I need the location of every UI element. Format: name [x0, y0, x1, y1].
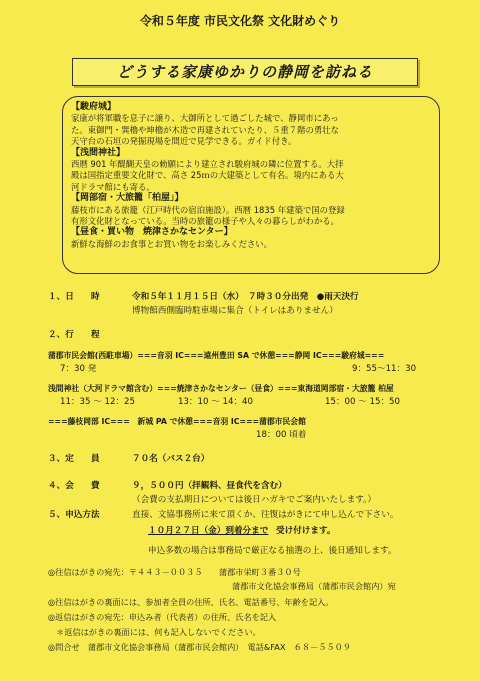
itinerary-label: ２、行 程: [48, 330, 100, 340]
intro-heading-sengen: 【浅間神社】: [71, 147, 126, 158]
apply-method: 直接、文協事務所に来て頂くか、往復はがきにて申し込んで下さい。: [132, 510, 399, 520]
intro-heading-okabe: 【岡部宿・大旅籠「柏屋」】: [71, 193, 184, 204]
intro-line: 有形文化財となっている。当時の旅籠の様子や人々の暮らしがわかる。: [71, 216, 339, 227]
intro-heading-sunpu: 【駿府城】: [71, 102, 117, 112]
itinerary-time: 18：00 頃着: [256, 430, 307, 440]
note-return: ◎返信はがきの宛先：申込み者（代表者）の住所、氏名を記入: [48, 612, 277, 622]
capacity-label: ３、定 員: [48, 454, 100, 464]
itinerary-time: 11：35 ～ 12：25: [60, 397, 135, 407]
capacity-value: ７０名（バス２台）: [132, 454, 210, 464]
intro-line: 藤枝市にある旅籠（江戸時代の宿泊施設）。西暦 1835 年建築で国の登録: [71, 204, 345, 215]
intro-line: 天守台の石垣の発掘現場を間近で見学できる。ガイド付き。: [71, 136, 297, 147]
page-title: どうする家康ゆかりの静岡を訪ねる: [72, 58, 418, 86]
itinerary-time: 7：30 発: [60, 364, 97, 374]
apply-deadline: １０月２７日（金）到着分まで: [148, 526, 269, 536]
intro-line: 新鮮な海鮮のお食事とお買い物をお楽しみください。: [71, 238, 272, 249]
itinerary-time: 9：55～11：30: [352, 364, 417, 374]
intro-line: 家康が将軍職を息子に譲り、大御所として過ごした城で、静岡市にあっ: [71, 113, 339, 124]
intro-line: 西暦 901 年醍醐天皇の勅願により建立され駿府城の隣に位置する。大拝: [71, 159, 344, 170]
event-header: 令和５年度 市民文化祭 文化財めぐり: [139, 14, 341, 28]
itinerary-line-3: ===藤枝岡部 IC=== 新城 PA で休憩===音羽 IC===蒲郡市民会館: [48, 417, 306, 426]
itinerary-line-1: 蒲郡市民会館(西駐車場）===音羽 IC===遠州豊田 SA で休憩===静岡 IC===駿府城===: [48, 351, 385, 360]
date-value: 令和５年１１月１５日（水） ７時３０分出発 ●雨天決行: [132, 292, 359, 302]
intro-box: [62, 96, 440, 274]
apply-label: ５、申込方法: [48, 510, 100, 520]
date-label: １、日 時: [48, 292, 100, 302]
mail-recipient: 蒲郡市文化協会事務局（蒲郡市民会館内）宛: [232, 581, 396, 591]
fee-note: （会費の支払期日については後日ハガキでご案内いたします。）: [132, 495, 377, 505]
itinerary-time: 15：00 ～ 15：50: [325, 397, 400, 407]
itinerary-line-2: 浅間神社（大河ドラマ館含む）===焼津さかなセンター（昼食）===東海道岡部宿・大旅籠 柏屋: [48, 384, 394, 393]
intro-line: 河ドラマ館にも寄る。: [71, 181, 155, 192]
intro-heading-lunch: 【昼食・買い物 焼津さかなセンター】: [71, 227, 233, 238]
lottery-note: 申込多数の場合は事務局で厳正なる抽選の上、後日通知します。: [148, 546, 397, 556]
note-return-back: ＊返信はがきの裏面には、何も記入しないでください。: [56, 627, 261, 637]
meeting-place: 博物館西側臨時駐車場に集合（トイレはありません）: [132, 306, 338, 316]
apply-deadline-suffix: 受け付けます。: [276, 526, 336, 536]
note-outgoing: ◎往信はがきの裏面には、参加者全員の住所、氏名、電話番号、年齢を記入。: [48, 597, 334, 607]
intro-line: た。東御門・巽櫓や坤櫓が木造で再建されていたり、５重７階の勇壮な: [71, 124, 339, 135]
intro-line: 殿は国指定重要文化財で、高さ 25ｍの大建築として有名。境内にある大: [71, 170, 344, 181]
mail-address: ◎往信はがきの宛先：〒４４３－００３５ 蒲郡市栄町３番３０号: [48, 567, 301, 577]
fee-label: ４、会 費: [48, 481, 100, 491]
contact-info: ◎問合せ 蒲郡市文化協会事務局（蒲郡市民会館内） 電話&FAX ６８－５５０９: [48, 642, 351, 652]
itinerary-time: 13：10 ～ 14：40: [178, 397, 253, 407]
fee-value: ９，５００円（拝観料、昼食代を含む）: [132, 481, 287, 491]
